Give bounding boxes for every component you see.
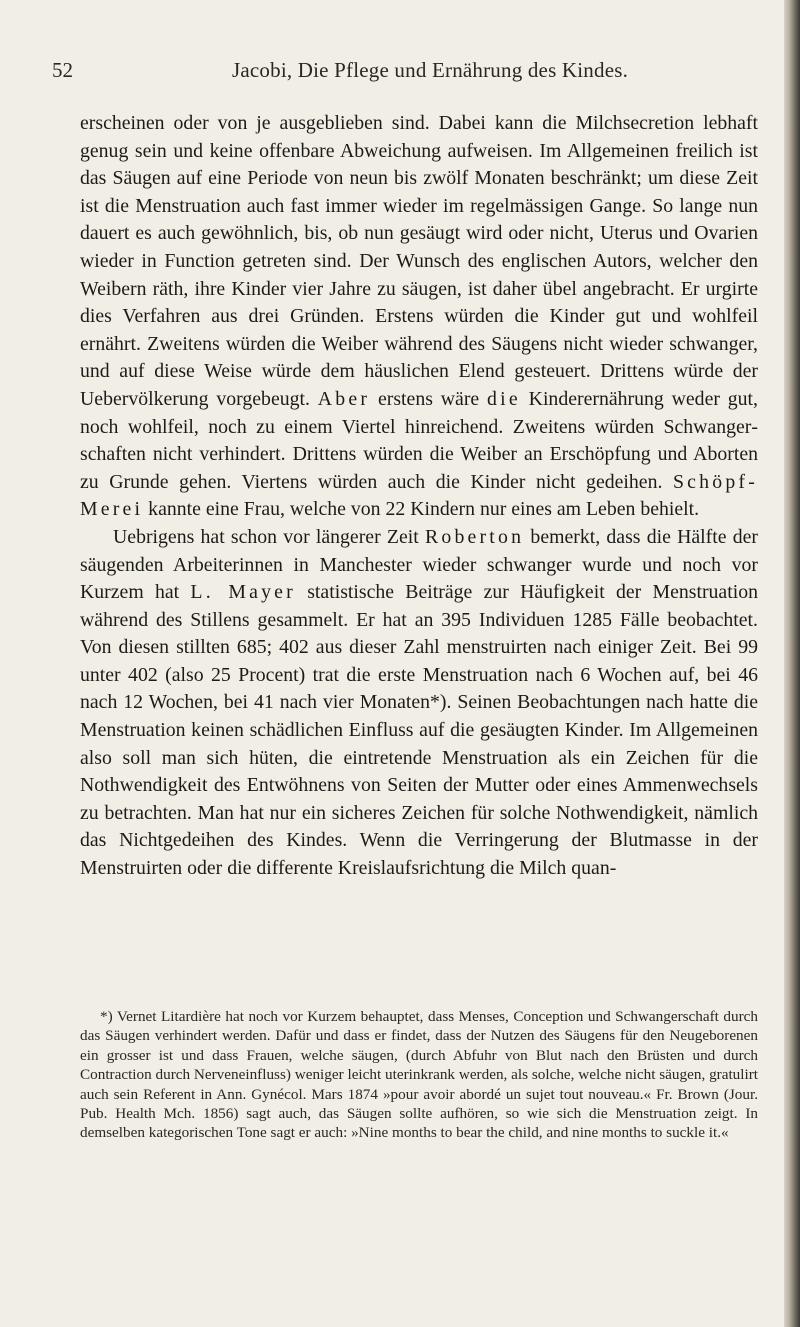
author-mayer: L. Mayer [190, 581, 296, 604]
footnote [80, 1007, 758, 1143]
text-run: kannte eine Frau, welche von 22 Kindern nur eines am Leben behielt. [143, 498, 700, 521]
emphasis-die: die [487, 387, 521, 410]
text-run: Kinderernährung weder gut, noch wohlfeil, noch zu einem Viertel hinreichend. Zweitens würden Schwangerschaften nicht verhindert. Drittens würden die Weiber an Erschöpfung und Aborten zu Grunde gehen. Viertens würden auch die Kinder nicht gedeihen. [80, 387, 759, 493]
text-run: Uebrigens hat schon vor längerer Zeit [113, 525, 425, 548]
main-text [80, 110, 758, 883]
text-run: erstens wäre [370, 387, 488, 410]
emphasis-aber: Aber [317, 387, 371, 410]
page-edge-shadow [784, 0, 800, 1327]
text-run: bemerkt, dass die Hälfte der säugenden Arbeiterinnen in Manchester wieder schwanger wurde und noch vor Kurzem hat [80, 525, 758, 604]
paragraph-1 [80, 110, 758, 524]
text-run: erscheinen oder von je ausgeblieben sind. Dabei kann die Milchsecretion lebhaft genug sein und keine offenbare Abweichung aufweisen. Im Allgemeinen freilich ist das Säugen auf eine Periode von neun bis zwölf Monaten beschränkt; um diese Zeit ist die Menstruation auch fast immer wieder im regelmässigen Gange. So lange nun dauert es auch gewöhnlich, bis, ob nun gesäugt wird oder nicht, Uterus und Ovarien wieder in Function getreten sind. Der Wunsch des englischen Autors, welcher den Weibern räth, ihre Kinder vier Jahre zu säugen, ist daher übel angebracht. Er urgirte dies Verfahren aus drei Gründen. Erstens würden die Kinder gut und wohlfeil ernährt. Zweitens würden die Weiber während des Säugens nicht wieder schwanger, und auf diese Weise würde dem häuslichen Elend gesteuert. Drittens würde der Uebervölkerung vorgebeugt. [80, 112, 758, 410]
page-header [52, 58, 752, 88]
page-number: 52 [52, 58, 73, 82]
author-roberton: Roberton [424, 525, 525, 548]
author-schoepf-merei: Schöpf-Merei [80, 470, 758, 521]
running-title: Jacobi, Die Pflege und Ernährung des Kindes. [232, 58, 629, 82]
text-run: statistische Beiträge zur Häufigkeit der Menstruation während des Stillens gesammelt. Er hat an 395 Individuen 1285 Fälle beobachtet. Von diesen stillten 685; 402 aus dieser Zahl menstruirten nach einiger Zeit. Bei 99 unter 402 (also 25 Procent) trat die erste Menstruation nach 6 Wochen auf, bei 46 nach 12 Wochen, bei 41 nach vier Monaten*). Seinen Beobachtungen nach hatte die Menstruation keinen schädlichen Einfluss auf die gesäugten Kinder. Im Allgemeinen also soll man sich hüten, die eintretende Menstruation als ein Zeichen für die Nothwendigkeit des Entwöhnens von Seiten der Mutter oder eines Ammenwechsels zu betrachten. Man hat nur ein sicheres Zeichen für solche Nothwendigkeit, nämlich das Nichtgedeihen des Kindes. Wenn die Verringerung der Blutmasse in der Menstruirten oder die differente Kreislaufsrichtung die Milch quan- [80, 581, 758, 880]
footnote-text: *) Vernet Litardière hat noch vor Kurzem behauptet, dass Menses, Conception und Schwangerschaft durch das Säugen verhindert werden. Dafür und dass er findet, dass der Nutzen des Säugens für den Neugeborenen ein grosser ist und dass Frauen, welche säugen, (durch Abfuhr von Blut nach den Brüsten und durch Contraction durch Nerveneinfluss) weniger leicht uterinkrank werden, als solche, welche nicht säugen, gratulirt auch sein Referent in Ann. Gynécol. Mars 1874 »pour avoir abordé un sujet tout nouveau.« Fr. Brown (Jour. Pub. Health Mch. 1856) sagt auch, das Säugen sollte aufhören, so wie sich die Menstruation zeigt. In demselben kategorischen Tone sagt er auch: »Nine months to bear the child, and nine months to suckle it.« [80, 1008, 758, 1142]
paragraph-2 [80, 524, 758, 883]
